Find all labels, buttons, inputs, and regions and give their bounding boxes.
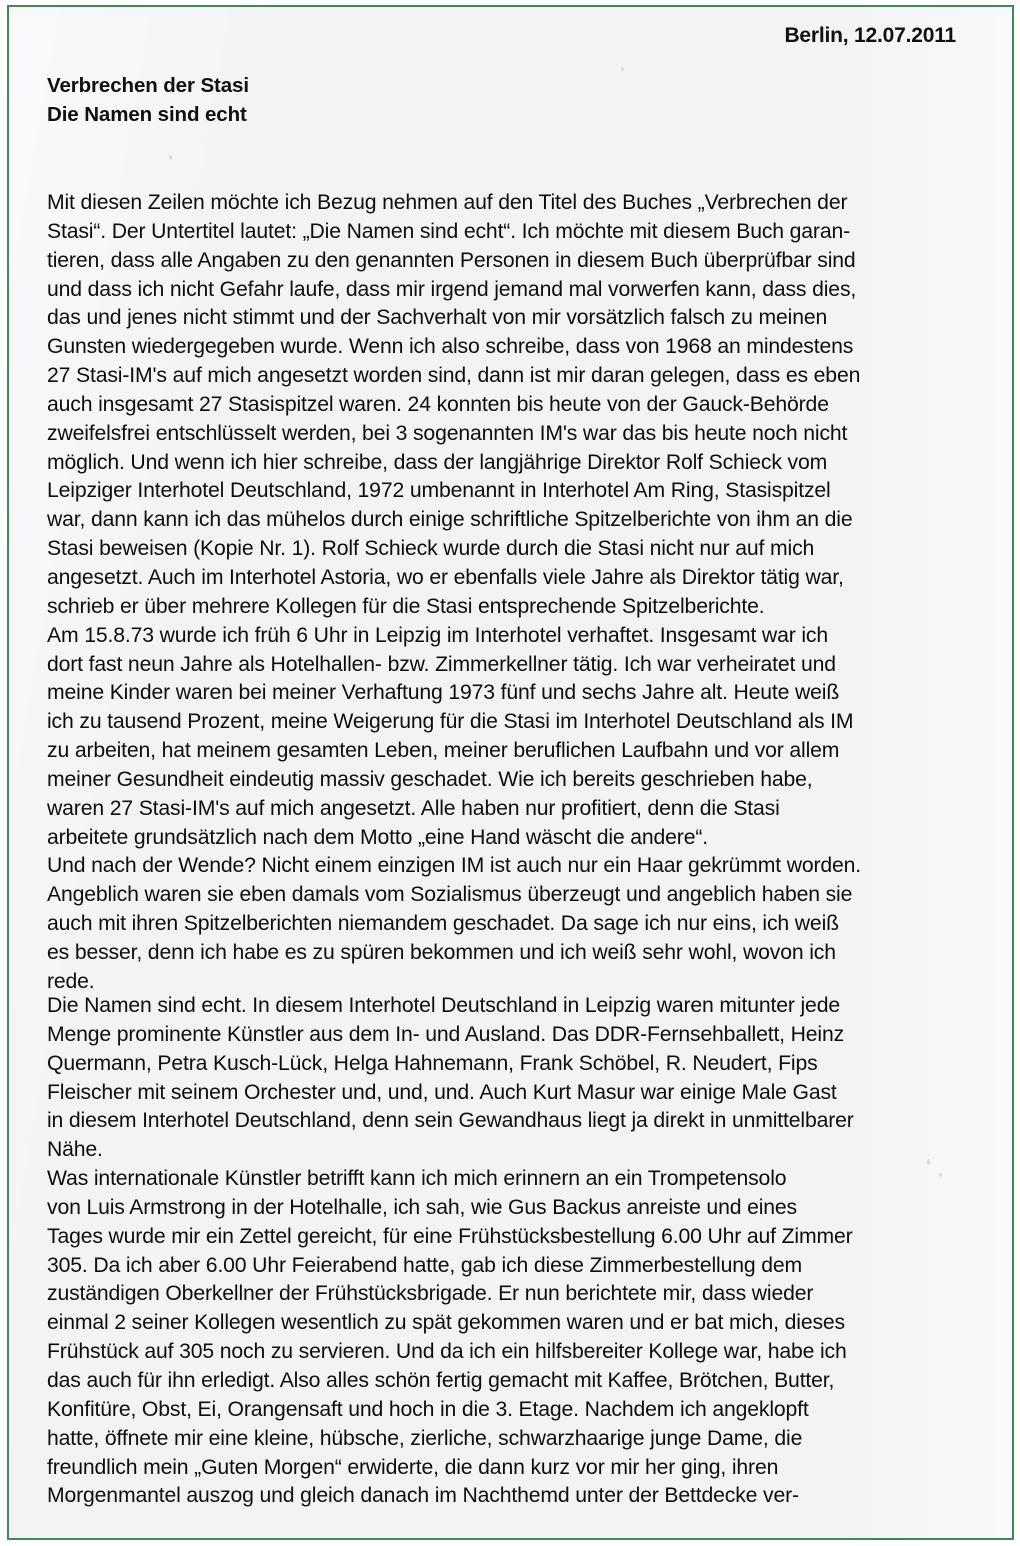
body-paragraph-2 (47, 992, 997, 1511)
body-line: Konfitüre, Obst, Ei, Orangensaft und hoch in die 3. Etage. Nachdem ich angeklopft (47, 1397, 809, 1421)
body-line: Frühstück auf 305 noch zu servieren. Und da ich ein hilfsbereiter Kollege war, habe ich (47, 1340, 847, 1364)
body-line: Menge prominente Künstler aus dem In- und Ausland. Das DDR-Fernsehballett, Heinz (47, 1022, 845, 1046)
body-line: Morgenmantel auszog und gleich danach im Nachthemd unter der Bettdecke ver- (47, 1484, 799, 1508)
body-line: dort fast neun Jahre als Hotelhallen- bzw. Zimmerkellner tätig. Ich war verheiratet und (47, 652, 836, 676)
body-line: Die Namen sind echt. In diesem Interhotel Deutschland in Leipzig waren mitunter jede (47, 994, 840, 1017)
body-line: angesetzt. Auch im Interhotel Astoria, wo er ebenfalls viele Jahre als Direktor tätig war, (47, 565, 844, 589)
body-line: 27 Stasi-IM's auf mich angesetzt worden sind, dann ist mir daran gelegen, dass es eben (47, 364, 861, 388)
body-line: es besser, denn ich habe es zu spüren bekommen und ich weiß sehr wohl, wovon ich (47, 940, 836, 964)
body-line: möglich. Und wenn ich hier schreibe, dass der langjährige Direktor Rolf Schieck vom (47, 450, 828, 474)
body-line: auch mit ihren Spitzelberichten niemandem geschadet. Da sage ich nur eins, ich weiß (47, 912, 839, 936)
body-line: Tages wurde mir ein Zettel gereicht, für eine Frühstücksbestellung 6.00 Uhr auf Zimmer (47, 1224, 853, 1248)
body-line: freundlich mein „Guten Morgen“ erwiderte, die dann kurz vor mir her ging, ihren (47, 1455, 779, 1479)
body-line: arbeitete grundsätzlich nach dem Motto „eine Hand wäscht die andere“. (47, 825, 708, 849)
page-title-line: Verbrechen der Stasi (47, 74, 249, 97)
body-line: einmal 2 seiner Kollegen wesentlich zu spät gekommen waren und er bat mich, dieses (47, 1311, 845, 1335)
body-line: Fleischer mit seinem Orchester und, und, und. Auch Kurt Masur war einige Male Gast (47, 1080, 837, 1104)
body-paragraph-1 (47, 189, 997, 997)
body-line: 305. Da ich aber 6.00 Uhr Feierabend hatte, gab ich diese Zimmerbestellung dem (47, 1253, 803, 1277)
body-line: das und jenes nicht stimmt und der Sachverhalt von mir vorsätzlich falsch zu meinen (47, 306, 828, 330)
body-line: meine Kinder waren bei meiner Verhaftung 1973 fünf und sechs Jahre alt. Heute weiß (47, 681, 840, 705)
body-line: Nähe. (47, 1138, 103, 1162)
page-content (9, 7, 1012, 1538)
body-line: Am 15.8.73 wurde ich früh 6 Uhr in Leipzig im Interhotel verhaftet. Insgesamt war ich (47, 623, 828, 647)
body-line: waren 27 Stasi-IM's auf mich angesetzt. Alle haben nur profitiert, denn die Stasi (47, 796, 780, 820)
body-line: Stasi“. Der Untertitel lautet: „Die Namen sind echt“. Ich möchte mit diesem Buch garan- (47, 219, 850, 243)
body-line: das auch für ihn erledigt. Also alles schön fertig gemacht mit Kaffee, Brötchen, Butter, (47, 1368, 835, 1392)
body-line: von Luis Armstrong in der Hotelhalle, ich sah, wie Gus Backus anreiste und eines (47, 1195, 797, 1219)
page-border-frame (7, 5, 1014, 1540)
body-line: Mit diesen Zeilen möchte ich Bezug nehmen auf den Titel des Buches „Verbrechen der (47, 191, 848, 214)
body-line: war, dann kann ich das mühelos durch einige schriftliche Spitzelberichte von ihm an die (47, 508, 853, 532)
page-subtitle-line: Die Namen sind echt (47, 103, 247, 126)
body-line: auch insgesamt 27 Stasispitzel waren. 24 konnten bis heute von der Gauck-Behörde (47, 392, 829, 416)
body-line: zu arbeiten, hat meinem gesamten Leben, meiner beruflichen Laufbahn und vor allem (47, 739, 840, 763)
body-line: tieren, dass alle Angaben zu den genannten Personen in diesem Buch überprüfbar sind (47, 248, 856, 272)
body-line: rede. (47, 969, 95, 993)
body-line: schrieb er über mehrere Kollegen für die Stasi entsprechende Spitzelberichte. (47, 594, 765, 618)
body-line: Quermann, Petra Kusch-Lück, Helga Hahnemann, Frank Schöbel, R. Neudert, Fips (47, 1051, 818, 1075)
paper-surface (9, 7, 1012, 1538)
body-line: und dass ich nicht Gefahr laufe, dass mir irgend jemand mal vorwerfen kann, dass dies, (47, 277, 857, 301)
body-line: Was internationale Künstler betrifft kann ich mich erinnern an ein Trompetensolo (47, 1167, 787, 1191)
body-line: zuständigen Oberkellner der Frühstücksbrigade. Er nun berichtete mir, dass wieder (47, 1282, 814, 1306)
body-line: Stasi beweisen (Kopie Nr. 1). Rolf Schieck wurde durch die Stasi nicht nur auf mich (47, 537, 815, 561)
body-line: Leipziger Interhotel Deutschland, 1972 umbenannt in Interhotel Am Ring, Stasispitzel (47, 479, 831, 503)
body-line: in diesem Interhotel Deutschland, denn sein Gewandhaus liegt ja direkt in unmittelbarer (47, 1109, 854, 1133)
body-line: Angeblich waren sie eben damals vom Sozialismus überzeugt und angeblich haben sie (47, 883, 853, 907)
body-line: meiner Gesundheit eindeutig massiv geschadet. Wie ich bereits geschrieben habe, (47, 767, 813, 791)
body-line: hatte, öffnete mir eine kleine, hübsche, zierliche, schwarzhaarige junge Dame, die (47, 1426, 803, 1450)
body-line: ich zu tausend Prozent, meine Weigerung für die Stasi im Interhotel Deutschland als IM (47, 710, 854, 734)
body-line: zweifelsfrei entschlüsselt werden, bei 3 sogenannten IM's war das bis heute noch nicht (47, 421, 848, 445)
body-line: Gunsten wiedergegeben wurde. Wenn ich also schreibe, dass von 1968 an mindestens (47, 335, 854, 359)
date-line: Berlin, 12.07.2011 (784, 24, 956, 47)
page-title (47, 71, 249, 129)
body-line: Und nach der Wende? Nicht einem einzigen IM ist auch nur ein Haar gekrümmt worden. (47, 854, 862, 878)
